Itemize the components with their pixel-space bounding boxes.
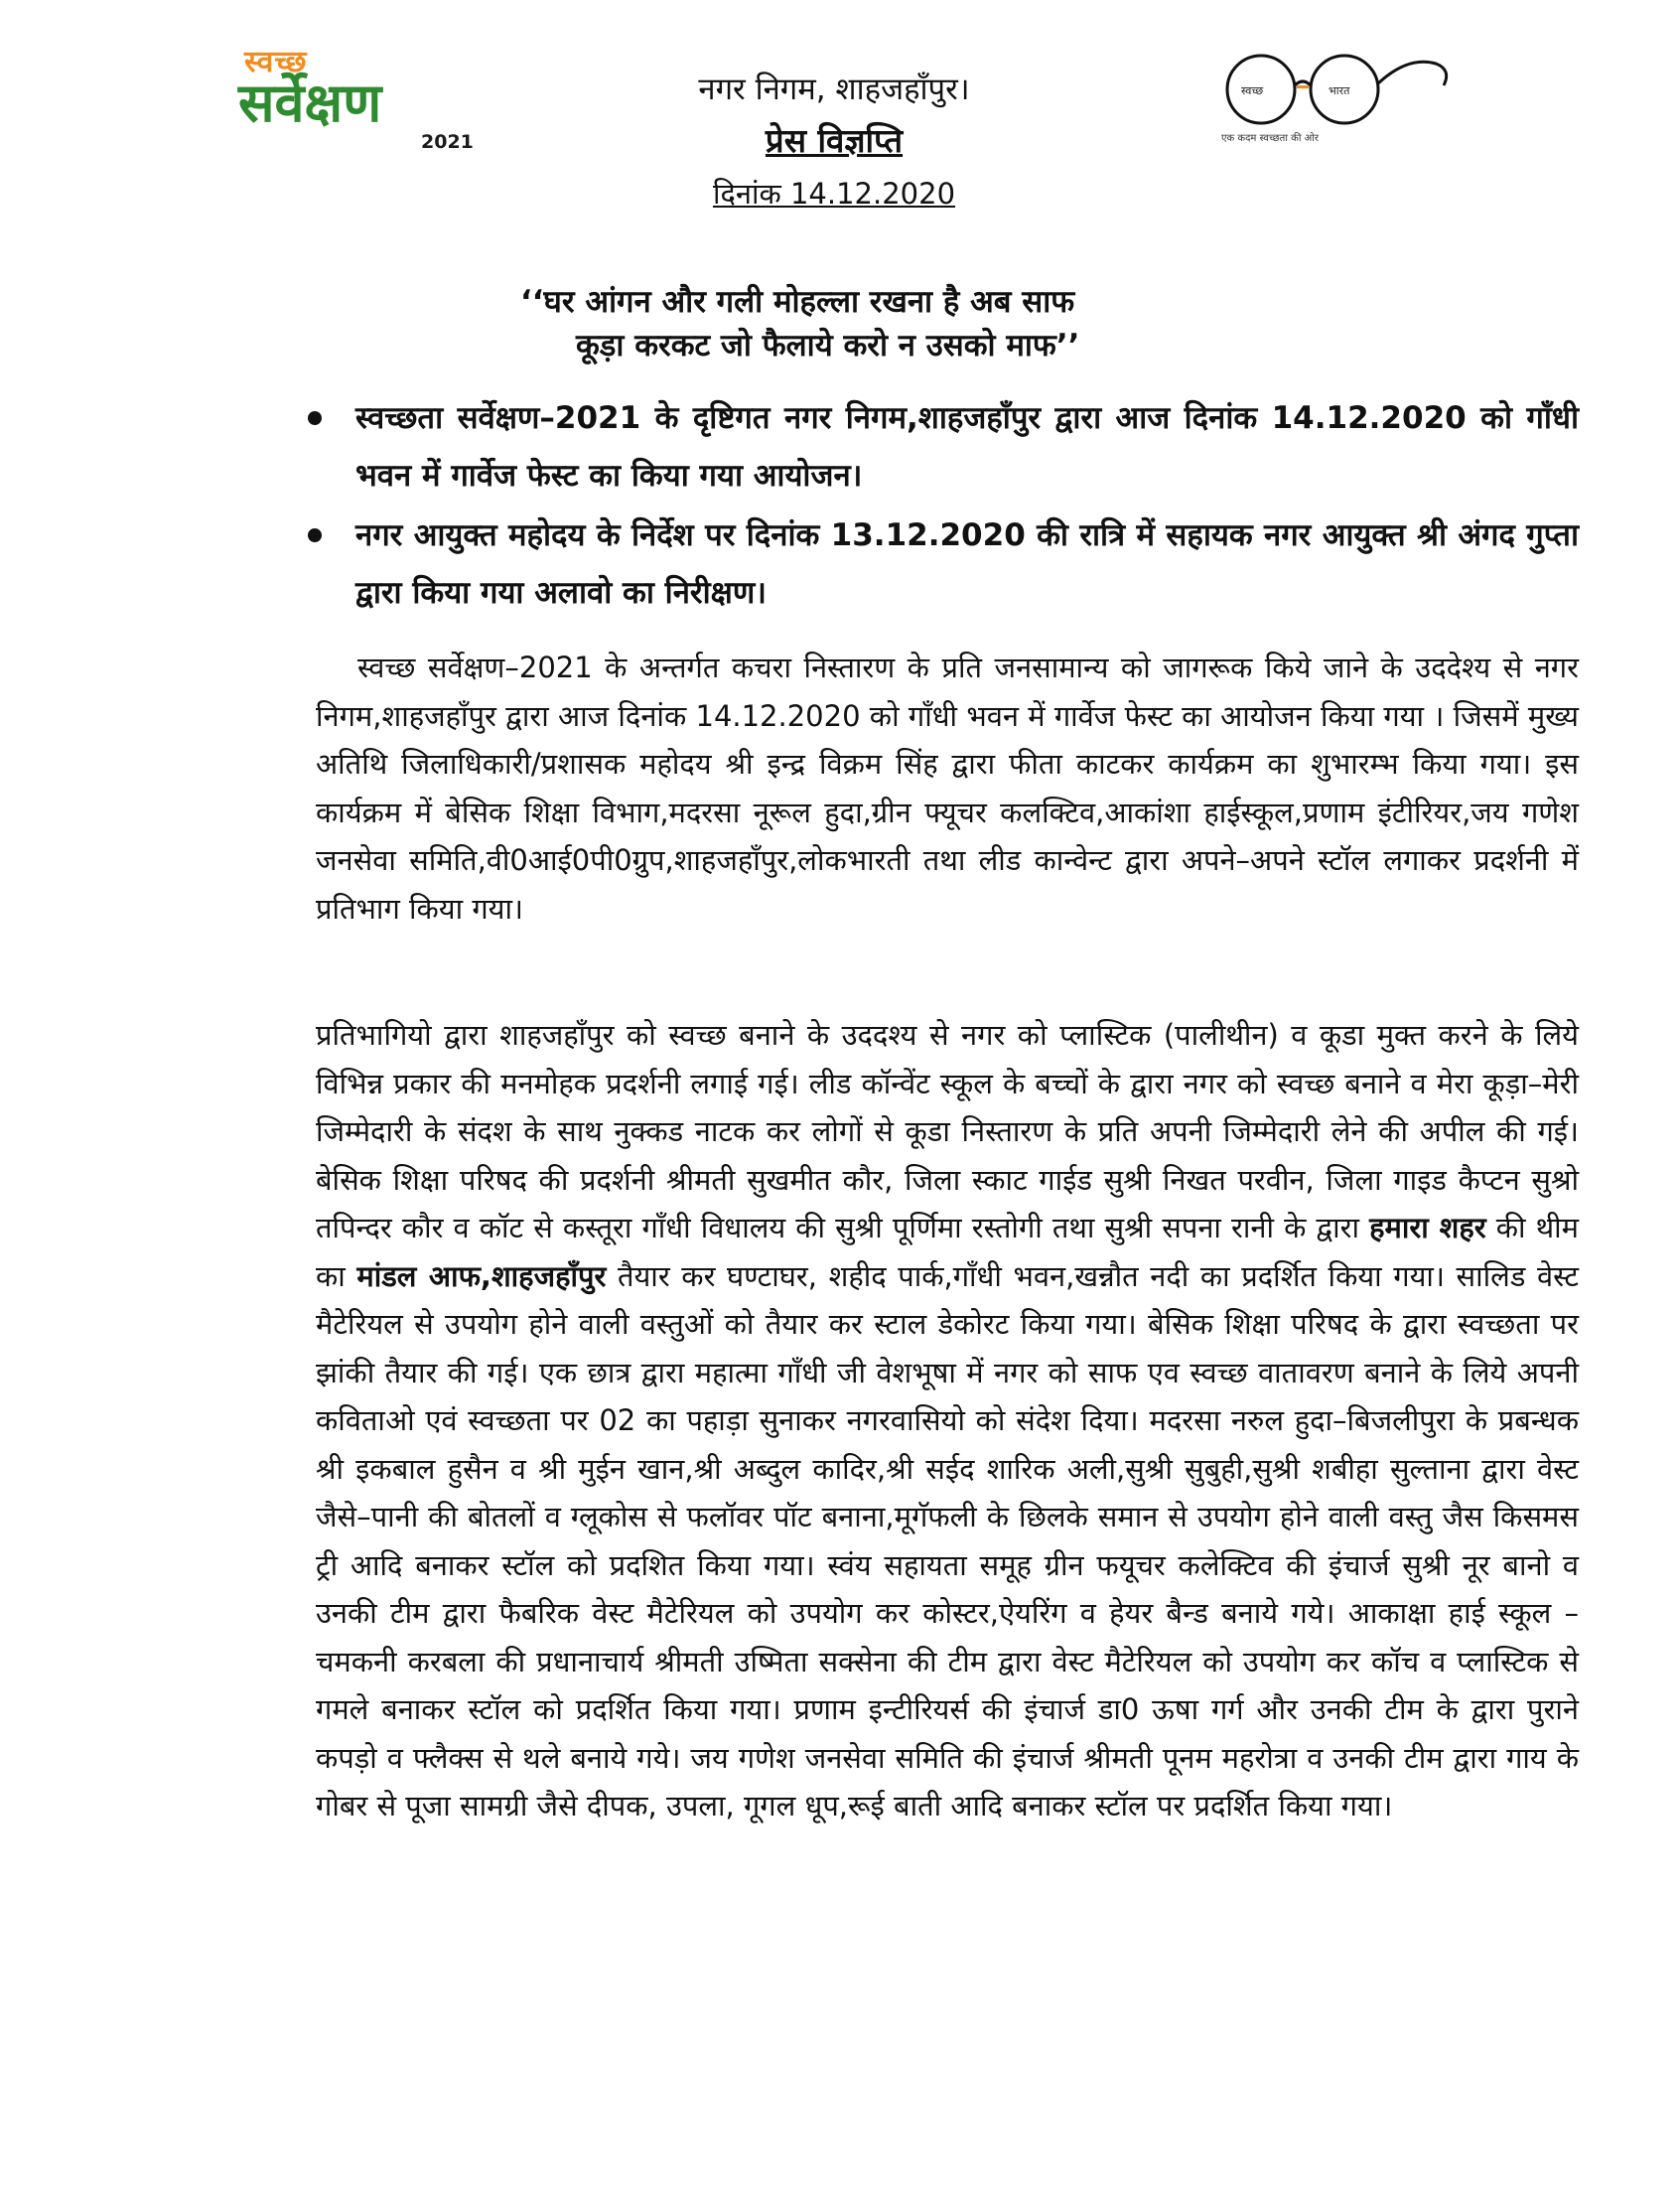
paragraph-text: प्रतिभागियो द्वारा शाहजहाँपुर को स्वच्छ बनाने के उददश्य से नगर को प्लास्टिक (पालीथीन) व कूडा मुक्त करने के लिये विभिन्न प्रकार की मनमोहक प्रदर्शनी लगाई गई। लीड कॉन्वेंट स्कूल के बच्चों के द्वारा नगर को स्वच्छ बनाने व मेरा कूड़ा–मेरी जिम्मेदारी के संदश के साथ नुक्कड नाटक कर लोगों से कूडा निस्तारण के प्रति अपनी जिम्मेदारी लेने की अपील की गई। बेसिक शिक्षा परिषद की प्रदर्शनी श्रीमती सुखमीत कौर, जिला स्काट गाईड सुश्री निखत परवीन, जिला गाइड कैप्टन सुश्रो तपिन्दर कौर व कॉट से कस्तूरा गाँधी विधालय की सुश्री पूर्णिमा रस्तोगी तथा सुश्री सपना रानी के द्वारा <box>316 1018 1579 1244</box>
slogan <box>427 280 1321 367</box>
headline-text: स्वच्छता सर्वेक्षण–2021 के दृष्टिगत नगर निगम,शाहजहाँपुर द्वारा आज दिनांक 14.12.2020 को गाँधी भवन में गार्वेज फेस्ट का किया गया आयोजन। <box>355 400 1579 494</box>
body-paragraph-2 <box>316 1011 1579 1830</box>
bold-theme-text: हमारा शहर <box>1369 1211 1486 1244</box>
slogan-line-1: ‘‘घर आंगन और गली मोहल्ला रखना है अब साफ <box>520 284 1075 320</box>
slogan-line-2: कूड़ा करकट जो फैलाये करो न उसको माफ’’ <box>576 328 1080 364</box>
body-paragraph-1: स्वच्छ सर्वेक्षण–2021 के अन्तर्गत कचरा निस्तारण के प्रति जनसामान्य को जागरूक किये जाने के उददेश्य से नगर निगम,शाहजहाँपुर द्वारा आज दिनांक 14.12.2020 को गाँधी भवन में गार्वेज फेस्ट का आयोजन किया गया । जिसमें मुख्य अतिथि जिलाधिकारी/प्रशासक महोदय श्री इन्द्र विक्रम सिंह द्वारा फीता काटकर कार्यक्रम का शुभारम्भ किया गया। इस कार्यक्रम में बेसिक शिक्षा विभाग,मदरसा नूरूल हुदा,ग्रीन फ्यूचर कलक्टिव,आकांशा हाईस्कूल,प्रणाम इंटीरियर,जय गणेश जनसेवा समिति,वी0आई0पी0ग्रुप,शाहजहाँपुर,लोकभारती तथा लीड कान्वेन्ट द्वारा अपने–अपने स्टॉल लगाकर प्रदर्शनी में प्रतिभाग किया गया। <box>316 651 1579 926</box>
headline-list <box>298 389 1579 624</box>
headline-item <box>298 389 1579 505</box>
press-release-title: प्रेस विज्ञप्ति <box>765 121 904 160</box>
logo-year-text: 2021 <box>421 131 474 153</box>
headline-item <box>298 507 1579 622</box>
logo-swachh-label: स्वच्छ <box>1241 84 1264 97</box>
logo-bharat-label: भारत <box>1329 84 1350 97</box>
logo-survekshan-text: सर्वेक्षण <box>238 72 382 134</box>
headline-text: नगर आयुक्त महोदय के निर्देश पर दिनांक 13.12.2020 की रात्रि में सहायक नगर आयुक्त श्री अंगद गुप्ता द्वारा किया गया अलावो का निरीक्षण। <box>355 517 1579 611</box>
bullet-dot-icon <box>308 528 322 542</box>
swachh-survekshan-logo <box>238 40 496 153</box>
logo-swachh-text: स्वच्छ <box>244 45 308 79</box>
release-date: दिनांक 14.12.2020 <box>712 177 956 211</box>
paragraph-text: की थीम का <box>316 1211 1579 1293</box>
press-header <box>596 68 1072 213</box>
logo-tagline: एक कदम स्वच्छता की ओर <box>1221 133 1319 144</box>
bullet-dot-icon <box>308 411 322 425</box>
organization-name: नगर निगम, शाहजहाँपुर। <box>698 72 970 107</box>
bold-model-text: मांडल आफ,शाहजहाँपुर <box>356 1258 607 1293</box>
paragraph-text: तैयार कर घण्टाघर, शहीद पार्क,गाँधी भवन,खन्नौत नदी का प्रदर्शित किया गया। सालिड वेस्ट मैटेरियल से उपयोग होने वाली वस्तुओं को तैयार कर स्टाल डेकोरट किया गया। बेसिक शिक्षा परिषद के द्वारा स्वच्छता पर झांकी तैयार की गई। एक छात्र द्वारा महात्मा गाँधी जी वेशभूषा में नगर को साफ एव स्वच्छ वातावरण बनाने के लिये अपनी कविताओ एवं स्वच्छता पर 02 का पहाड़ा सुनाकर नगरवासियो को संदेश दिया। मदरसा नरुल हुदा–बिजलीपुरा के प्रबन्धक श्री इकबाल हुसैन व श्री मुईन खान,श्री अब्दुल कादिर,श्री सईद शारिक अली,सुश्री सुबुही,सुश्री शबीहा सुल्ताना द्वारा वेस्ट जैसे–पानी की बोतलों व ग्लूकोस से फलॉवर पॉट बनाना,मूगॅफली के छिलके समान से उपयोग होने वाली वस्तु जैस किसमस ट्री आदि बनाकर स्टॉल को प्रदशित किया गया। स्वंय सहायता समूह ग्रीन फयूचर कलेक्टिव की इंचार्ज सुश्री नूर बानो व उनकी टीम द्वारा फैबरिक वेस्ट मैटेरियल को उपयोग कर कोस्टर,ऐयरिंग व हेयर बैन्ड बनाये गये। आकाक्षा हाई स्कूल –चमकनी करबला की प्रधानाचार्य श्रीमती उष्मिता सक्सेना की टीम द्वारा वेस्ट मैटेरियल को उपयोग कर कॉच व प्लास्टिक से गमले बनाकर स्टॉल को प्रदर्शित किया गया। प्रणाम इन्टीरियर्स की इंचार्ज डा0 ऊषा गर्ग और उनकी टीम के द्वारा पुराने कपड़ो व फ्लैक्स से थले बनाये गये। जय गणेश जनसेवा समिति की इंचार्ज श्रीमती पूनम महरोत्रा व उनकी टीम द्वारा गाय के गोबर से पूजा सामग्री जैसे दीपक, उपला, गूगल धूप,रूई बाती आदि बनाकर स्टॉल पर प्रदर्शित किया गया। <box>316 1258 1579 1822</box>
swachh-bharat-logo <box>1209 46 1458 145</box>
